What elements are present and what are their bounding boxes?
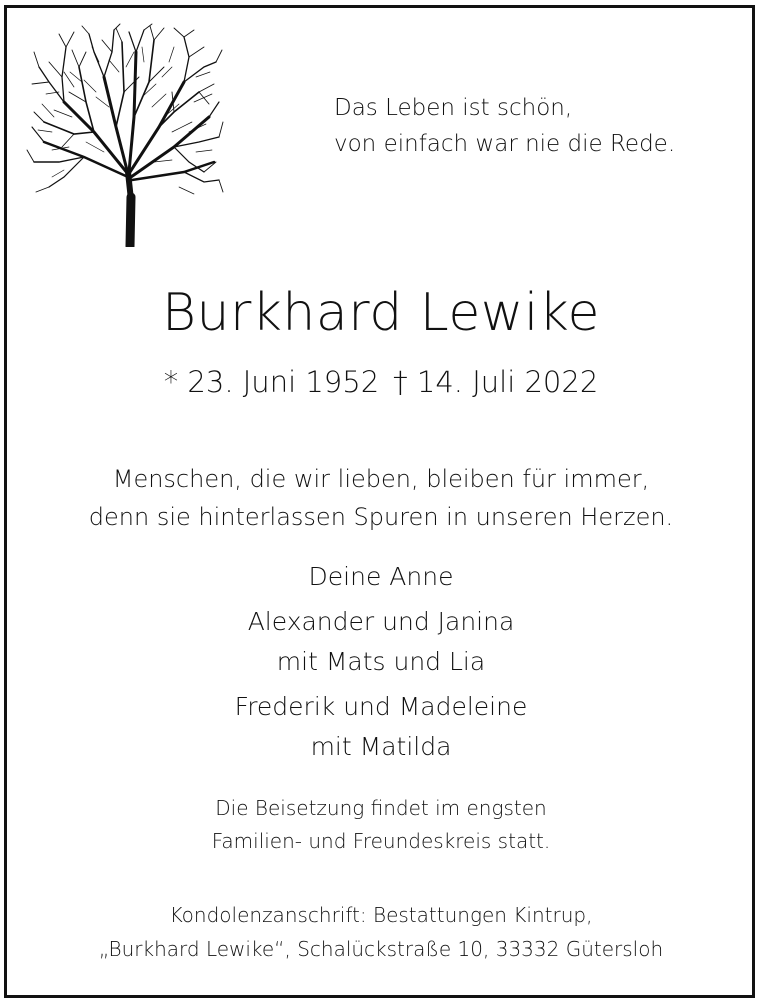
contact-line-1: Kondolenzanschrift: Bestattungen Kintrup, xyxy=(169,903,593,927)
burial-notice xyxy=(0,792,762,858)
burial-line-1: Die Beisetzung findet im engsten xyxy=(215,796,547,820)
family-signatures xyxy=(0,557,762,772)
deceased-name: Burkhard Lewike xyxy=(161,283,601,343)
family-line: Alexander und Janina xyxy=(247,607,515,636)
life-dates xyxy=(0,362,762,402)
contact-line-2: „Burkhard Lewike“, Schalückstraße 10, 33332 Gütersloh xyxy=(98,937,664,961)
family-group xyxy=(0,602,762,682)
condolence-address xyxy=(0,898,762,966)
burial-line-2: Familien- und Freundeskreis statt. xyxy=(211,829,551,853)
motto-line-1: Menschen, die wir lieben, bleiben für immer, xyxy=(112,465,650,493)
quote-line-2: von einfach war nie die Rede. xyxy=(334,131,676,157)
family-group xyxy=(0,557,762,597)
family-line: mit Mats und Lia xyxy=(276,647,486,676)
family-line: Deine Anne xyxy=(308,562,454,591)
quote-line-1: Das Leben ist schön, xyxy=(334,95,573,121)
motto xyxy=(0,460,762,536)
quote xyxy=(334,90,675,162)
family-group xyxy=(0,687,762,767)
death-date: † 14. Juli 2022 xyxy=(393,365,599,399)
family-line: Frederik und Madeleine xyxy=(234,692,528,721)
motto-line-2: denn sie hinterlassen Spuren in unseren Herzen. xyxy=(88,503,674,531)
birth-date: * 23. Juni 1952 xyxy=(163,365,380,399)
tree-icon xyxy=(24,22,224,247)
family-line: mit Matilda xyxy=(310,732,452,761)
